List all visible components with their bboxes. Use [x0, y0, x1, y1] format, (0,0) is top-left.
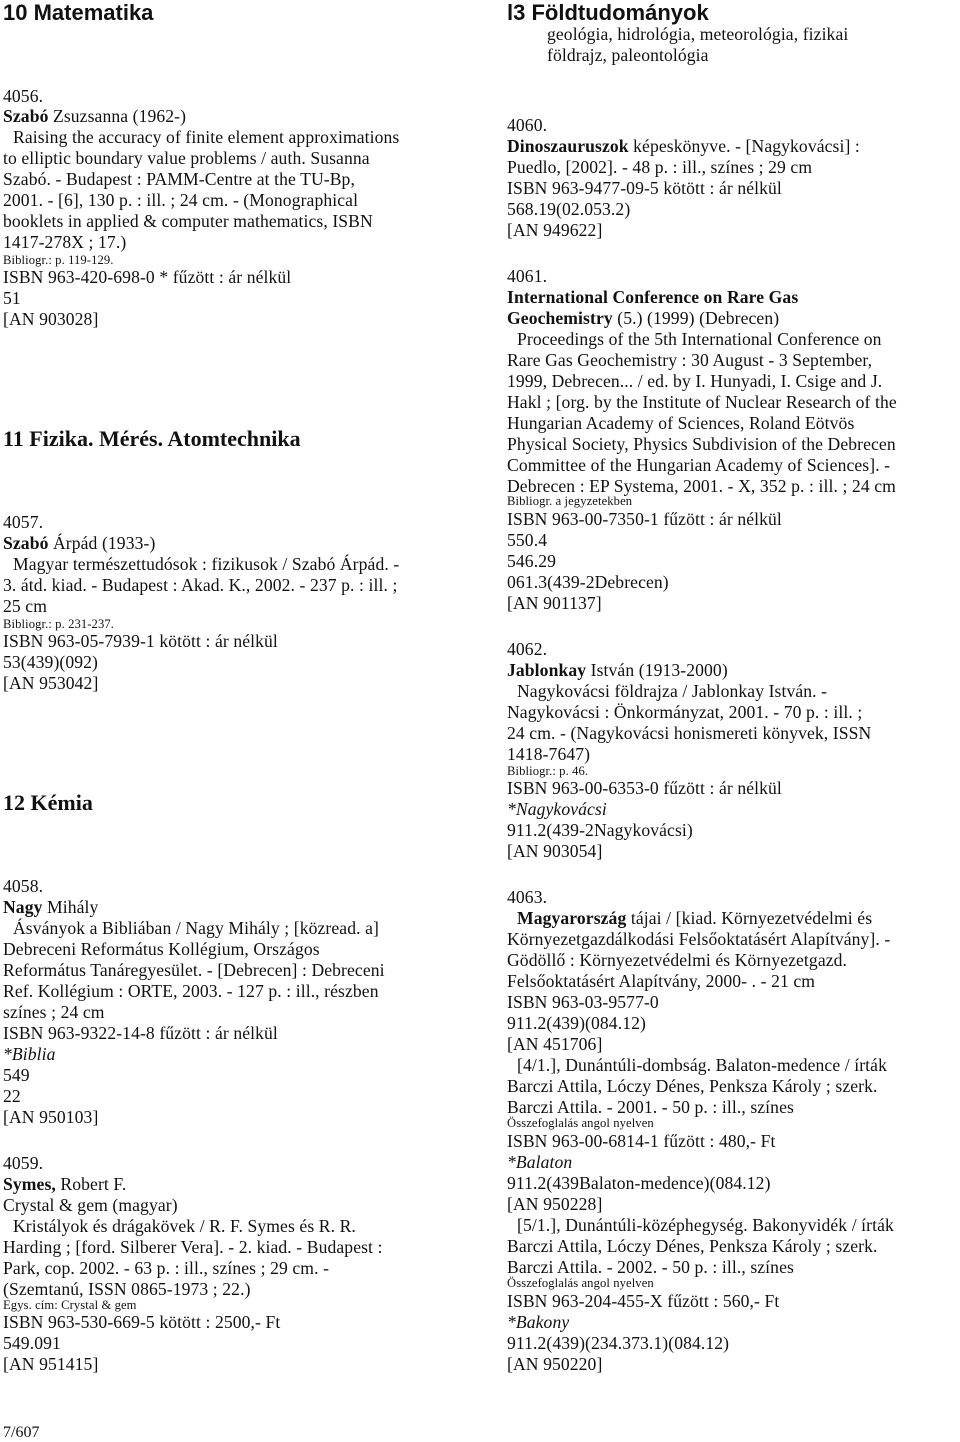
entry-author-line: Szabó Árpád (1933-) [3, 533, 156, 553]
entry-an: [AN 451706] [507, 1034, 603, 1054]
entry-text-line: Physical Society, Physics Subdivision of the Debrecen [507, 434, 896, 454]
entry-note: Bibliogr.: p. 119-129. [3, 253, 114, 267]
entry-text-line: Rare Gas Geochemistry : 30 August - 3 September, [507, 350, 873, 370]
entry-text-line: 1999, Debrecen... / ed. by I. Hunyadi, I. Csige and J. [507, 371, 883, 391]
entry-title-line: Nagykovácsi földrajza / Jablonkay István. - [517, 681, 828, 701]
entry-text-line: Református Tanáregyesület. - [Debrecen] : Debreceni [3, 960, 385, 980]
entry-udc: 549.091 [3, 1333, 61, 1353]
entry-isbn: ISBN 963-00-6814-1 fűzött : 480,- Ft [507, 1131, 776, 1151]
entry-udc: 568.19(02.053.2) [507, 199, 631, 219]
entry-note: Bibliogr.: p. 231-237. [3, 617, 114, 631]
entry-isbn: ISBN 963-9322-14-8 fűzött : ár nélkül [3, 1023, 278, 1043]
entry-isbn: ISBN 963-00-7350-1 fűzött : ár nélkül [507, 509, 782, 529]
entry-an: [AN 949622] [507, 220, 603, 240]
section-heading-matematika: 10 Matematika [3, 0, 154, 25]
entry-subject: *Biblia [3, 1044, 56, 1064]
entry-title-line: Ásványok a Bibliában / Nagy Mihály ; [közread. a] [13, 918, 379, 938]
entry-text-line: Barczi Attila. - 2001. - 50 p. : ill., színes [507, 1097, 794, 1117]
entry-text-line: 2001. - [6], 130 p. : ill. ; 24 cm. - (Monographical [3, 190, 359, 210]
entry-isbn: ISBN 963-05-7939-1 kötött : ár nélkül [3, 631, 278, 651]
entry-isbn: ISBN 963-204-455-X fűzött : 560,- Ft [507, 1291, 780, 1311]
section-heading-fizika: 11 Fizika. Mérés. Atomtechnika [3, 426, 301, 451]
entry-subject: *Balaton [507, 1152, 573, 1172]
entry-subject: *Bakony [507, 1312, 570, 1332]
entry-udc: 546.29 [507, 551, 556, 571]
section-subheading: geológia, hidrológia, meteorológia, fizikai [547, 24, 849, 44]
entry-text-line: 24 cm. - (Nagykovácsi honismereti könyvek, ISSN [507, 723, 872, 743]
entry-text-line: Felsőoktatásért Alapítvány, 2000- . - 21 cm [507, 971, 816, 991]
entry-note: Bibliogr.: p. 46. [507, 764, 589, 778]
entry-udc: 911.2(439)(234.373.1)(084.12) [507, 1333, 730, 1353]
entry-an: [AN 901137] [507, 593, 602, 613]
entry-udc: 911.2(439Balaton-medence)(084.12) [507, 1173, 771, 1193]
entry-author-line: Jablonkay István (1913-2000) [507, 660, 728, 680]
entry-number: 4057. [3, 512, 44, 532]
entry-author-line: Nagy Mihály [3, 897, 99, 917]
entry-text-line: Hakl ; [org. by the Institute of Nuclear Research of the [507, 392, 897, 412]
entry-an: [AN 950220] [507, 1354, 603, 1374]
entry-title-line: Geochemistry (5.) (1999) (Debrecen) [507, 308, 780, 328]
entry-isbn: ISBN 963-420-698-0 * fűzött : ár nélkül [3, 267, 292, 287]
entry-number: 4062. [507, 639, 548, 659]
entry-text-line: 25 cm [3, 596, 47, 616]
entry-an: [AN 950103] [3, 1107, 99, 1127]
entry-text-line: 3. átd. kiad. - Budapest : Akad. K., 2002. - 237 p. : ill. ; [3, 575, 398, 595]
entry-title-line: Kristályok és drágakövek / R. F. Symes és R. R. [13, 1216, 356, 1236]
entry-an: [AN 903054] [507, 841, 603, 861]
entry-isbn: ISBN 963-9477-09-5 kötött : ár nélkül [507, 178, 782, 198]
entry-text-line: Barczi Attila. - 2002. - 50 p. : ill., színes [507, 1257, 794, 1277]
page-number: 7/607 [3, 1424, 40, 1441]
entry-text-line: Proceedings of the 5th International Conference on [517, 329, 882, 349]
entry-title-line: Dinoszauruszok képeskönyve. - [Nagykovácsi] : [507, 136, 860, 156]
entry-text-line: Harding ; [ford. Silberer Vera]. - 2. kiad. - Budapest : [3, 1237, 383, 1257]
entry-title: Dinoszauruszok [507, 136, 629, 156]
entry-title-line: Magyar természettudósok : fizikusok / Szabó Árpád. - [13, 554, 400, 574]
volume-title-line: [4/1.], Dunántúli-dombság. Balaton-medence / írták [517, 1055, 887, 1075]
entry-text-line: Committee of the Hungarian Academy of Sciences]. - [507, 455, 891, 475]
entry-text-line: Környezetgazdálkodási Felsőoktatásért Alapítvány]. - [507, 929, 891, 949]
entry-author: Szabó [3, 533, 49, 553]
entry-subject: *Nagykovácsi [507, 799, 607, 819]
entry-isbn: ISBN 963-530-669-5 kötött : 2500,- Ft [3, 1312, 281, 1332]
entry-author: Symes, [3, 1174, 56, 1194]
entry-text-line: Barczi Attila, Lóczy Dénes, Penksza Károly ; szerk. [507, 1236, 878, 1256]
entry-note: Egys. cím: Crystal & gem [3, 1298, 137, 1312]
entry-udc: 550.4 [507, 530, 548, 550]
entry-note: Összefoglalás angol nyelven [507, 1276, 654, 1290]
section-heading-kemia: 12 Kémia [3, 790, 93, 815]
entry-number: 4060. [507, 115, 548, 135]
entry-number: 4063. [507, 887, 548, 907]
entry-udc: 911.2(439)(084.12) [507, 1013, 646, 1033]
entry-text-line: Gödöllő : Környezetvédelmi és Környezetgazd. [507, 950, 848, 970]
entry-text-line: Debrecen : EP Systema, 2001. - X, 352 p. : ill. ; 24 cm [507, 476, 896, 496]
entry-author: Nagy [3, 897, 43, 917]
section-heading-foldtudomanyok: l3 Földtudományok [507, 0, 709, 25]
entry-note: Összefoglalás angol nyelven [507, 1116, 654, 1130]
entry-udc: 51 [3, 288, 21, 308]
entry-text-line: Puedlo, [2002]. - 48 p. : ill., színes ; 29 cm [507, 157, 813, 177]
entry-uniform-title: Crystal & gem (magyar) [3, 1195, 178, 1215]
entry-udc: 911.2(439-2Nagykovácsi) [507, 820, 693, 840]
entry-udc: 549 [3, 1065, 30, 1085]
entry-number: 4061. [507, 266, 548, 286]
entry-title-line: Raising the accuracy of finite element approximations [13, 127, 400, 147]
entry-text-line: (Szemtanú, ISSN 0865-1973 ; 22.) [3, 1279, 251, 1299]
entry-an: [AN 903028] [3, 309, 99, 329]
volume-title-line: [5/1.], Dunántúli-középhegység. Bakonyvidék / írták [517, 1215, 894, 1235]
entry-number: 4059. [3, 1153, 44, 1173]
entry-text-line: színes ; 24 cm [3, 1002, 105, 1022]
entry-author-line: Symes, Robert F. [3, 1174, 127, 1194]
entry-udc: 22 [3, 1086, 21, 1106]
entry-text-line: 1418-7647) [507, 744, 591, 764]
entry-text-line: Debreceni Református Kollégium, Országos [3, 939, 320, 959]
section-subheading: földrajz, paleontológia [547, 45, 709, 65]
entry-text-line: Szabó. - Budapest : PAMM-Centre at the TU-Bp, [3, 169, 355, 189]
entry-note: Bibliogr. a jegyzetekben [507, 494, 633, 508]
entry-an: [AN 950228] [507, 1194, 603, 1214]
entry-text-line: Hungarian Academy of Sciences, Roland Eötvös [507, 413, 855, 433]
entry-an: [AN 953042] [3, 673, 99, 693]
entry-isbn: ISBN 963-00-6353-0 fűzött : ár nélkül [507, 778, 782, 798]
entry-title-line [507, 287, 798, 308]
entry-author: Szabó [3, 106, 49, 126]
entry-title-line: Magyarország tájai / [kiad. Környezetvédelmi és [517, 908, 873, 928]
entry-udc: 061.3(439-2Debrecen) [507, 572, 669, 592]
entry-text-line: to elliptic boundary value problems / auth. Susanna [3, 148, 370, 168]
entry-udc: 53(439)(092) [3, 652, 99, 672]
entry-text-line: booklets in applied & computer mathematics, ISBN [3, 211, 373, 231]
entry-text-line: Ref. Kollégium : ORTE, 2003. - 127 p. : ill., részben [3, 981, 379, 1001]
entry-text-line: Nagykovácsi : Önkormányzat, 2001. - 70 p. : ill. ; [507, 702, 863, 722]
entry-text-line: Park, cop. 2002. - 63 p. : ill., színes ; 29 cm. - [3, 1258, 330, 1278]
entry-author-line: Szabó Zsuzsanna (1962-) [3, 106, 187, 126]
entry-title: International Conference on Rare Gas [507, 287, 799, 307]
entry-text-line: 1417-278X ; 17.) [3, 232, 127, 252]
entry-an: [AN 951415] [3, 1354, 99, 1374]
entry-author: Jablonkay [507, 660, 587, 680]
entry-number: 4056. [3, 86, 44, 106]
entry-text-line: Barczi Attila, Lóczy Dénes, Penksza Károly ; szerk. [507, 1076, 878, 1096]
entry-number: 4058. [3, 876, 44, 896]
entry-isbn: ISBN 963-03-9577-0 [507, 992, 659, 1012]
entry-title: Magyarország [517, 908, 627, 928]
